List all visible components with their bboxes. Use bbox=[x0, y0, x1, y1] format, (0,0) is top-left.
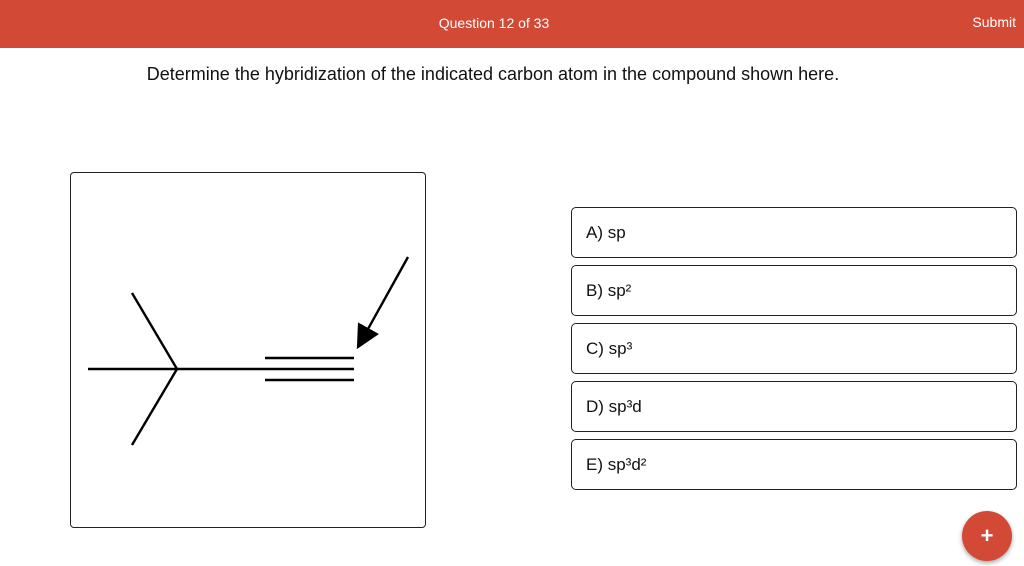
answer-options bbox=[571, 207, 1017, 497]
option-a[interactable] bbox=[571, 207, 1017, 258]
bond-lower-methyl bbox=[132, 369, 177, 445]
question-prompt: Determine the hybridization of the indicated carbon atom in the compound shown here. bbox=[146, 64, 840, 84]
option-a-label: A) sp bbox=[586, 223, 626, 242]
option-b[interactable] bbox=[571, 265, 1017, 316]
add-button[interactable]: + bbox=[962, 511, 1012, 561]
option-c-label: C) sp³ bbox=[586, 339, 633, 358]
option-e-label: E) sp³d² bbox=[586, 455, 647, 474]
molecule-structure-drawing bbox=[71, 173, 427, 529]
bond-upper-methyl bbox=[132, 293, 177, 369]
option-d-label: D) sp³d bbox=[586, 397, 642, 416]
molecule-figure bbox=[70, 172, 426, 528]
option-c[interactable] bbox=[571, 323, 1017, 374]
option-d[interactable] bbox=[571, 381, 1017, 432]
indicator-arrow-icon bbox=[358, 257, 408, 347]
option-e[interactable] bbox=[571, 439, 1017, 490]
top-bar bbox=[0, 0, 1024, 48]
option-b-label: B) sp² bbox=[586, 281, 632, 300]
submit-button[interactable]: Submit bbox=[972, 14, 1016, 30]
question-counter: Question 12 of 33 bbox=[438, 15, 550, 31]
